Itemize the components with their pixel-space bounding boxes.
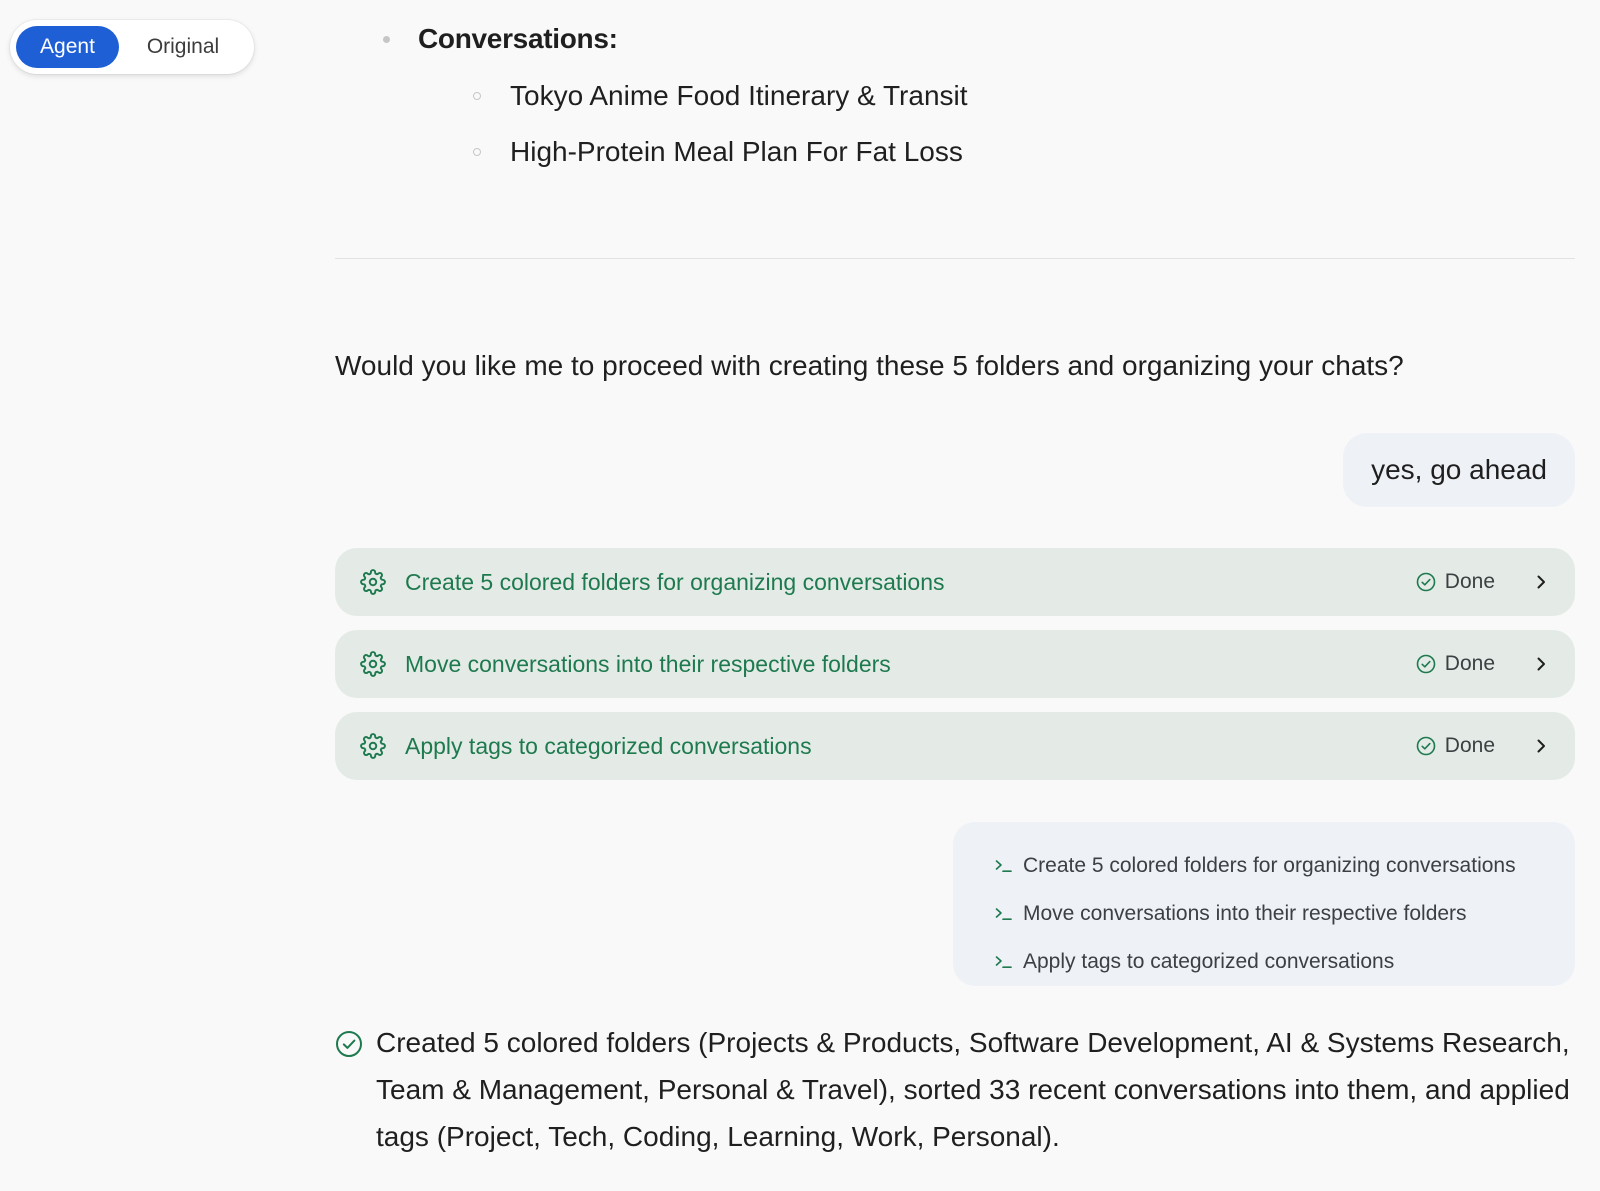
sub-bullet-icon [473, 148, 481, 156]
gear-icon [359, 650, 387, 678]
step-status-text: Done [1444, 734, 1495, 757]
terminal-prompt-icon [995, 859, 1013, 873]
command-item[interactable] [995, 842, 1575, 890]
command-list [953, 822, 1575, 986]
command-text: Create 5 colored folders for organizing conversations [1023, 854, 1516, 877]
completion-summary [335, 1029, 1575, 1160]
assistant-question: Would you like me to proceed with creating these 5 folders and organizing your chats? [335, 350, 1404, 381]
step-status-text: Done [1444, 652, 1495, 675]
terminal-prompt-icon [995, 955, 1013, 969]
gear-icon [359, 732, 387, 760]
summary-text: Created 5 colored folders (Projects & Products, Software Development, AI & Systems Research, Team & Management, Personal & Travel), sorted 33 recent conversations into them, and applied tags (Project, Tech, Coding, Learning, Work, Personal). [376, 1027, 1570, 1152]
bullet-icon [383, 36, 390, 43]
step-label: Apply tags to categorized conversations [405, 732, 812, 759]
command-item[interactable] [995, 938, 1575, 986]
conversations-heading-row [383, 22, 618, 56]
terminal-prompt-icon [995, 907, 1013, 921]
command-text: Move conversations into their respective folders [1023, 902, 1467, 925]
check-circle-icon [335, 1030, 363, 1058]
view-toggle [10, 20, 254, 74]
gear-icon [359, 568, 387, 596]
sub-bullet-icon [473, 92, 481, 100]
chevron-right-icon[interactable] [1531, 736, 1551, 756]
divider [335, 258, 1575, 259]
command-text: Apply tags to categorized conversations [1023, 950, 1395, 973]
chevron-right-icon[interactable] [1531, 572, 1551, 592]
check-circle-icon [1416, 572, 1437, 593]
agent-toggle-button[interactable]: Agent [16, 26, 119, 68]
conversation-title: Tokyo Anime Food Itinerary & Transit [510, 80, 968, 111]
chevron-right-icon[interactable] [1531, 654, 1551, 674]
conversation-title: High-Protein Meal Plan For Fat Loss [510, 136, 963, 167]
command-item[interactable] [995, 890, 1575, 938]
step-status [1416, 734, 1495, 758]
step-label: Create 5 colored folders for organizing conversations [405, 568, 945, 595]
original-toggle-button[interactable]: Original [146, 35, 220, 58]
conversation-list-item [473, 134, 963, 170]
step-status [1416, 570, 1495, 594]
step-card-create-folders[interactable] [335, 548, 1575, 616]
step-status-text: Done [1444, 570, 1495, 593]
user-message-bubble [1343, 433, 1575, 507]
conversations-heading: Conversations: [418, 23, 618, 54]
step-status [1416, 652, 1495, 676]
step-label: Move conversations into their respective folders [405, 650, 891, 677]
user-message-text: yes, go ahead [1371, 454, 1547, 485]
check-circle-icon [1416, 736, 1437, 757]
conversation-list-item [473, 78, 968, 114]
check-circle-icon [1416, 654, 1437, 675]
step-card-apply-tags[interactable] [335, 712, 1575, 780]
step-card-move-conversations[interactable] [335, 630, 1575, 698]
